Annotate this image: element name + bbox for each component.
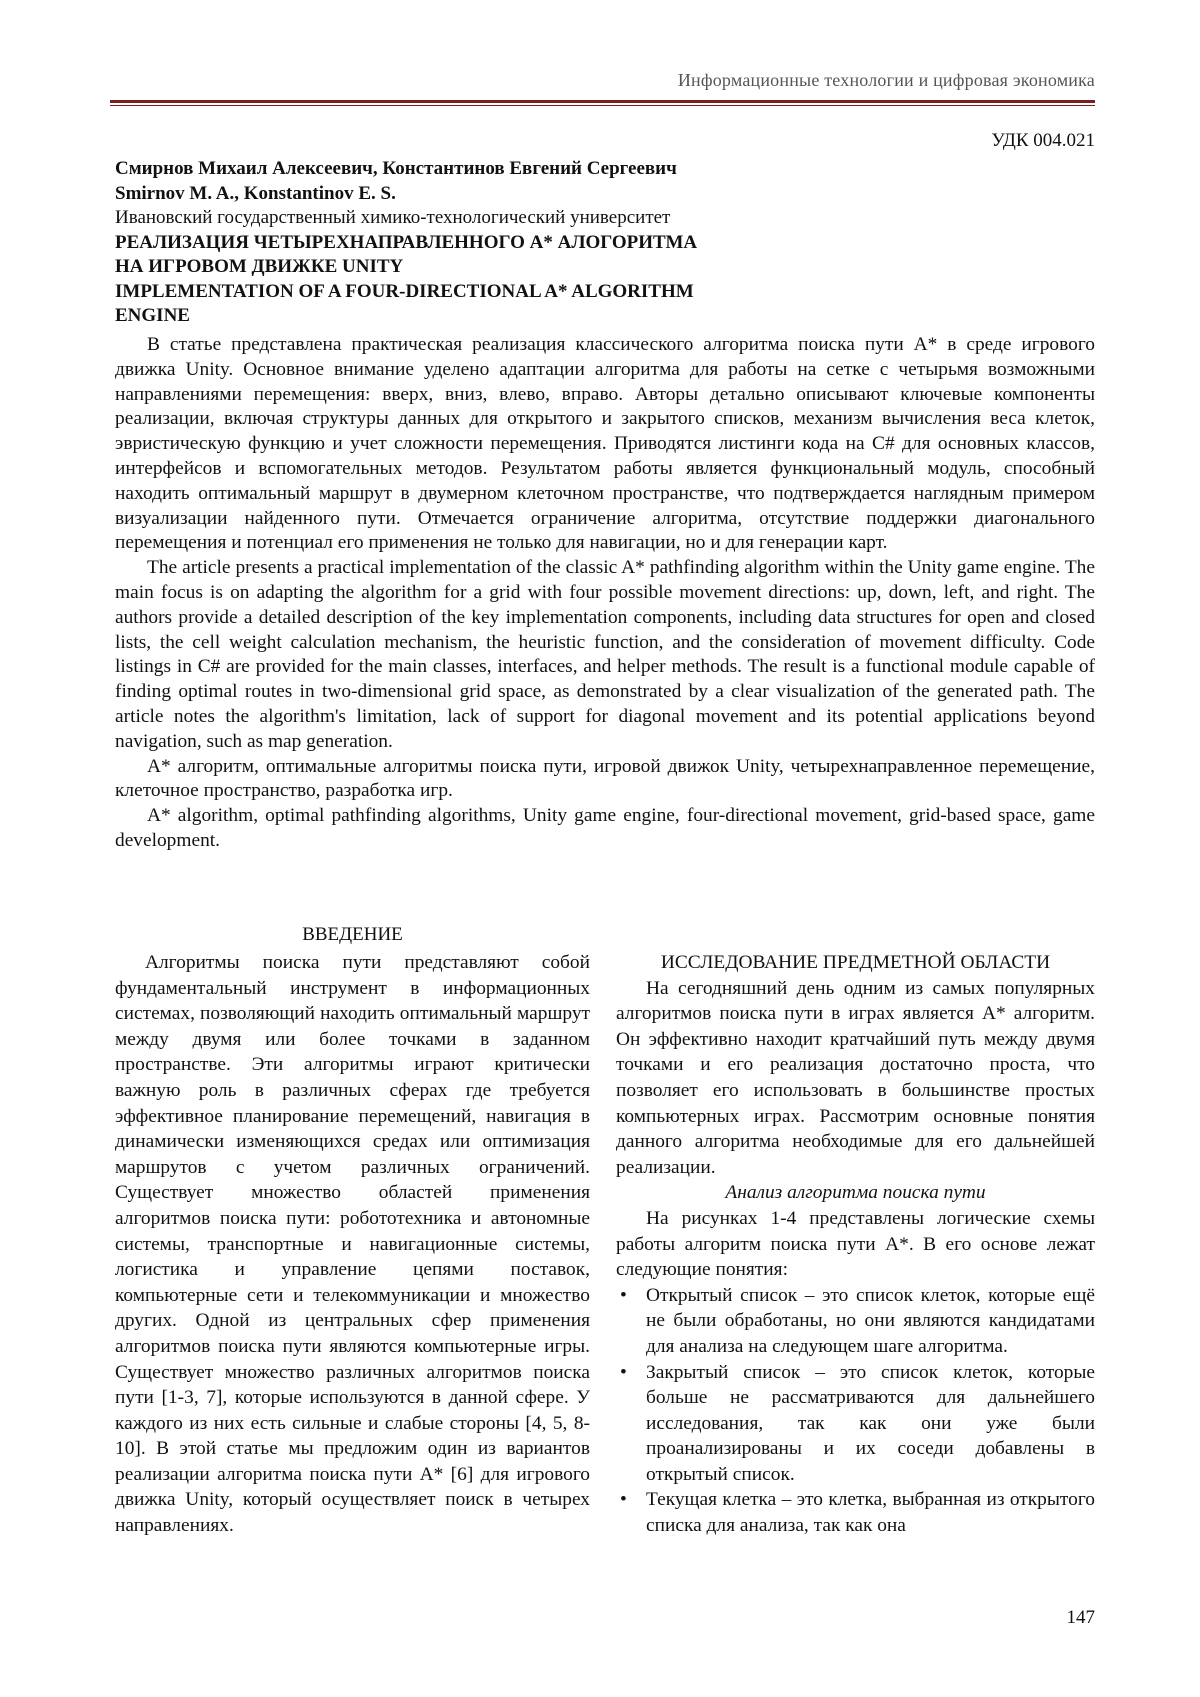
udk-code: УДК 004.021: [991, 130, 1095, 151]
list-item: [616, 1360, 1095, 1488]
article-meta: [115, 157, 1095, 329]
affiliation: Ивановский государственный химико-технологический университет: [115, 207, 671, 228]
intro-heading: ВВЕДЕНИЕ: [302, 924, 403, 945]
research-heading: ИССЛЕДОВАНИЕ ПРЕДМЕТНОЙ ОБЛАСТИ: [660, 952, 1051, 973]
page-number: 147: [1066, 1607, 1095, 1628]
abstract-ru: В статье представлена практическая реализация классического алгоритма поиска пути А* в среде игрового движка Unity. Основное внимание уделено адаптации алгоритма для работы на сетке с четырьмя возможными направлениями перемещения: вверх, вниз, влево, вправо. Авторы детально описывают ключевые компоненты реализации, включая структуры данных для открытого и закрытого списков, механизм вычисления веса клеток, эвристическую функцию и учет сложности перемещения. Приводятся листинги кода на C# для основных классов, интерфейсов и вспомогательных методов. Результатом работы является функциональный модуль, способный находить оптимальный маршрут в двумерном клеточном пространстве, что подтверждается наглядным примером визуализации найденного пути. Отмечается ограничение алгоритма, отсутствие поддержки диагонального перемещения и потенциал его применения не только для навигации, но и для генерации карт.: [115, 334, 1095, 554]
header-rule-thin: [110, 105, 1095, 106]
bullet-icon: •: [620, 1489, 627, 1511]
concept-list: [616, 1283, 1095, 1539]
keywords-ru: А* алгоритм, оптимальные алгоритмы поиска пути, игровой движок Unity, четырехнаправленное перемещение, клеточное пространство, разработка игр.: [115, 755, 1095, 802]
authors-ru: Смирнов Михаил Алексеевич, Константинов Евгений Сергеевич: [115, 158, 677, 179]
list-item-text: Текущая клетка – это клетка, выбранная из открытого списка для анализа, так как она: [646, 1489, 1095, 1537]
list-item: [616, 1283, 1095, 1360]
title-ru-line-1: РЕАЛИЗАЦИЯ ЧЕТЫРЕХНАПРАВЛЕННОГО А* АЛОГОРИТМА: [115, 231, 698, 253]
list-item-text: Закрытый список – это список клеток, которые больше не рассматриваются для дальнейшего исследования, так как они уже были проанализированы и их соседи добавлены в открытый список.: [646, 1361, 1095, 1485]
abstract-block: [115, 333, 1095, 854]
research-text: На сегодняшний день одним из самых популярных алгоритмов поиска пути в играх является А* алгоритм. Он эффективно находит кратчайший путь между двумя точками и его реализация достаточно проста, что позволяет его использовать в большинстве простых компьютерных играх. Рассмотрим основные понятия данного алгоритма необходимые для его дальнейшей реализации.: [616, 977, 1095, 1178]
title-en-line-1: IMPLEMENTATION OF A FOUR-DIRECTIONAL A* ALGORITHM: [115, 280, 694, 302]
intro-text: Алгоритмы поиска пути представляют собой фундаментальный инструмент в информационных системах, позволяющий находить оптимальный маршрут между двумя или более точками в заданном пространстве. Эти алгоритмы играют критически важную роль в различных сферах где требуется эффективное планирование перемещений, навигация в динамически изменяющихся средах или оптимизация маршрутов с учетом различных ограничений. Существует множество областей применения алгоритмов поиска пути: робототехника и автономные системы, транспортные и навигационные системы, логистика и управление цепями поставок, компьютерные сети и телекоммуникации и множество других. Одной из центральных сфер применения алгоритмов поиска пути являются компьютерные игры. Существует множество различных алгоритмов поиска пути [1-3, 7], которые используются в данной сфере. У каждого из них есть сильные и слабые стороны [4, 5, 8-10]. В этой статье мы предложим один из вариантов реализации алгоритма поиска пути А* [6] для игрового движка Unity, который осуществляет поиск в четырех направлениях.: [115, 952, 590, 1537]
header-rule-thick: [110, 100, 1095, 103]
title-ru-line-2: НА ИГРОВОМ ДВИЖКЕ UNITY: [115, 256, 404, 277]
list-item: [616, 1487, 1095, 1538]
analysis-text: На рисунках 1-4 представлены логические схемы работы алгоритм поиска пути А*. В его основе лежат следующие понятия:: [616, 1207, 1095, 1281]
bullet-icon: •: [620, 1284, 627, 1306]
abstract-en: The article presents a practical implementation of the classic A* pathfinding algorithm within the Unity game engine. The main focus is on adapting the algorithm for a grid with four possible movement directions: up, down, left, and right. The authors provide a detailed description of the key implementation components, including data structures for open and closed lists, the cell weight calculation mechanism, the heuristic function, and the consideration of movement difficulty. Code listings in C# are provided for the main classes, interfaces, and helper methods. The result is a functional module capable of finding optimal routes in two-dimensional grid space, as demonstrated by a clear visualization of the generated path. The article notes the algorithm's limitation, lack of support for diagonal movement and its potential applications beyond navigation, such as map generation.: [115, 557, 1095, 752]
right-column: [616, 950, 1095, 1539]
title-en-line-2: ENGINE: [115, 305, 190, 326]
list-item-text: Открытый список – это список клеток, которые ещё не были обработаны, но они являются кандидатами для анализа на следующем шаге алгоритма.: [646, 1284, 1095, 1357]
bullet-icon: •: [620, 1361, 627, 1383]
analysis-subheading: Анализ алгоритма поиска пути: [725, 1182, 986, 1204]
journal-header: Информационные технологии и цифровая экономика: [677, 70, 1095, 90]
left-column: [115, 950, 590, 1539]
authors-en: Smirnov M. A., Konstantinov E. S.: [115, 182, 396, 204]
keywords-en: A* algorithm, optimal pathfinding algorithms, Unity game engine, four-directional movement, grid-based space, game development.: [115, 805, 1095, 851]
